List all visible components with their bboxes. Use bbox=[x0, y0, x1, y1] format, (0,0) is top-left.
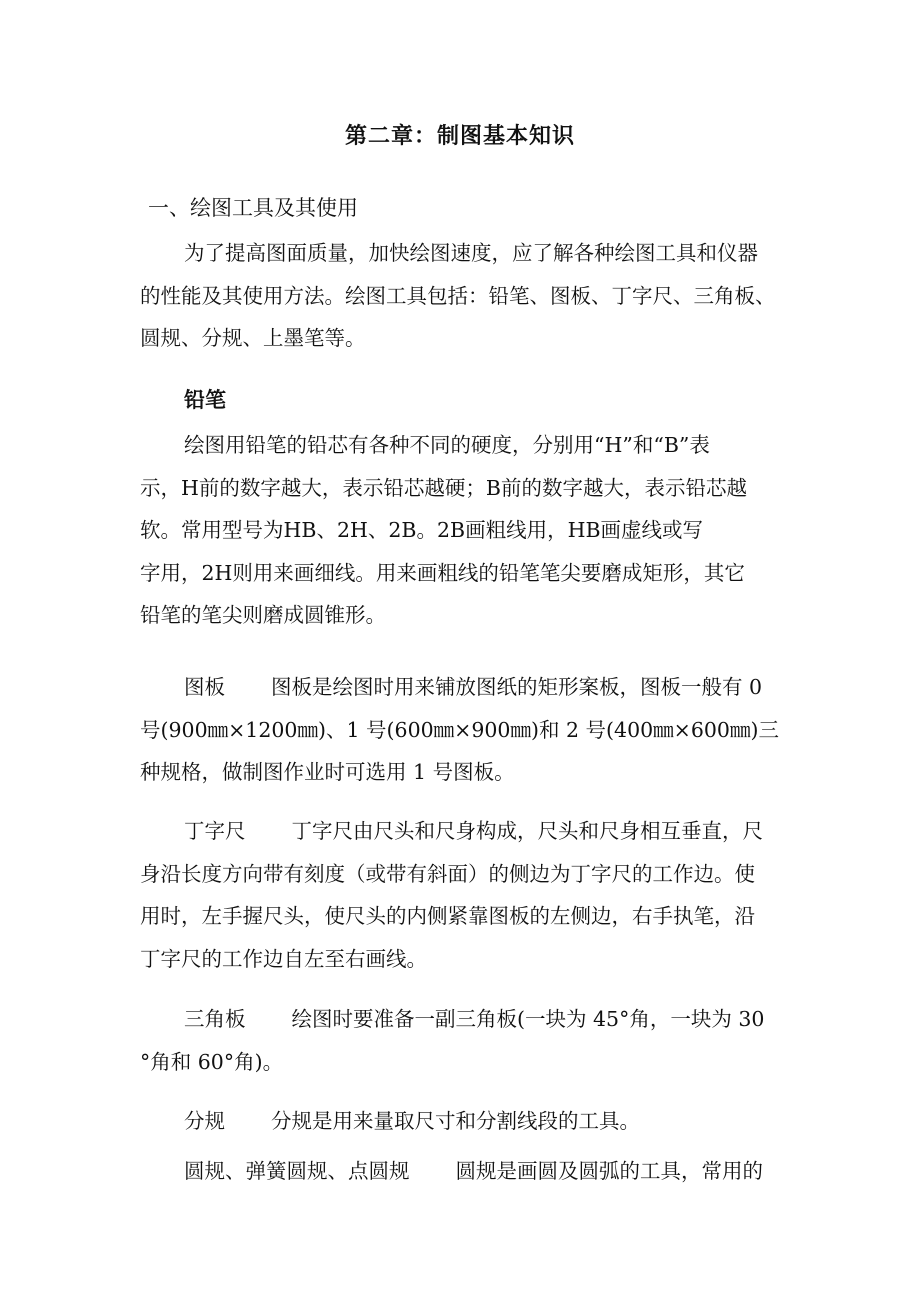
pencil-heading: 铅笔 bbox=[184, 387, 226, 412]
divider-label: 分规 bbox=[184, 1109, 225, 1133]
board-paragraph bbox=[140, 666, 780, 794]
text-line: 绘图用铅笔的铅芯有各种不同的硬度，分别用“H”和“B”表 bbox=[184, 433, 710, 457]
triangle-text: 绘图时要准备一副三角板(一块为 45°角，一块为 30 bbox=[291, 1007, 765, 1031]
text-line: 圆规、分规、上墨笔等。 bbox=[140, 326, 366, 350]
text-line bbox=[140, 998, 780, 1041]
compass-text: 圆规是画圆及圆弧的工具，常用的 bbox=[455, 1159, 763, 1183]
triangle-paragraph bbox=[140, 998, 780, 1083]
text-line bbox=[140, 810, 780, 853]
section-heading: 一、绘图工具及其使用 bbox=[148, 196, 358, 220]
text-line: 铅笔的笔尖则磨成圆锥形。 bbox=[140, 603, 386, 627]
text-line: 号(900㎜×1200㎜)、1 号(600㎜×900㎜)和 2 号(400㎜×600㎜)三 bbox=[140, 717, 779, 742]
text-line: 示，H前的数字越大，表示铅芯越硬；B前的数字越大，表示铅芯越 bbox=[140, 475, 747, 500]
tsquare-paragraph bbox=[140, 810, 780, 980]
compass-label: 圆规、弹簧圆规、点圆规 bbox=[184, 1159, 410, 1183]
text-line bbox=[140, 666, 780, 709]
board-text: 图板是绘图时用来铺放图纸的矩形案板，图板一般有 0 bbox=[271, 675, 763, 699]
text-line: 的性能及其使用方法。绘图工具包括：铅笔、图板、丁字尺、三角板、 bbox=[140, 283, 776, 308]
text-line: 软。常用型号为HB、2H、2B。2B画粗线用，HB画虚线或写 bbox=[140, 518, 704, 542]
text-line: 用时，左手握尺头，使尺头的内侧紧靠图板的左侧边，右手执笔，沿 bbox=[140, 904, 755, 928]
text-line: 身沿长度方向带有刻度（或带有斜面）的侧边为丁字尺的工作边。使 bbox=[140, 861, 755, 886]
intro-paragraph bbox=[140, 232, 780, 360]
text-line: 字用，2H则用来画细线。用来画粗线的铅笔笔尖要磨成矩形，其它 bbox=[140, 560, 745, 585]
tsquare-label: 丁字尺 bbox=[184, 819, 246, 843]
text-line: 丁字尺的工作边自左至右画线。 bbox=[140, 946, 427, 971]
text-line: 为了提高图面质量，加快绘图速度，应了解各种绘图工具和仪器 bbox=[184, 241, 758, 265]
tsquare-text: 丁字尺由尺头和尺身构成，尺头和尺身相互垂直，尺 bbox=[291, 819, 763, 843]
text-line: °角和 60°角)。 bbox=[140, 1049, 284, 1074]
compass-paragraph bbox=[140, 1150, 780, 1193]
pencil-paragraph bbox=[140, 424, 780, 637]
text-line: 种规格，做制图作业时可选用 1 号图板。 bbox=[140, 760, 515, 784]
text-line bbox=[140, 1100, 780, 1143]
divider-paragraph bbox=[140, 1100, 780, 1143]
triangle-label: 三角板 bbox=[184, 1007, 246, 1031]
divider-text: 分规是用来量取尺寸和分割线段的工具。 bbox=[271, 1109, 640, 1133]
board-label: 图板 bbox=[184, 675, 225, 699]
text-line bbox=[140, 1150, 780, 1193]
chapter-title: 第二章：制图基本知识 bbox=[344, 123, 575, 149]
